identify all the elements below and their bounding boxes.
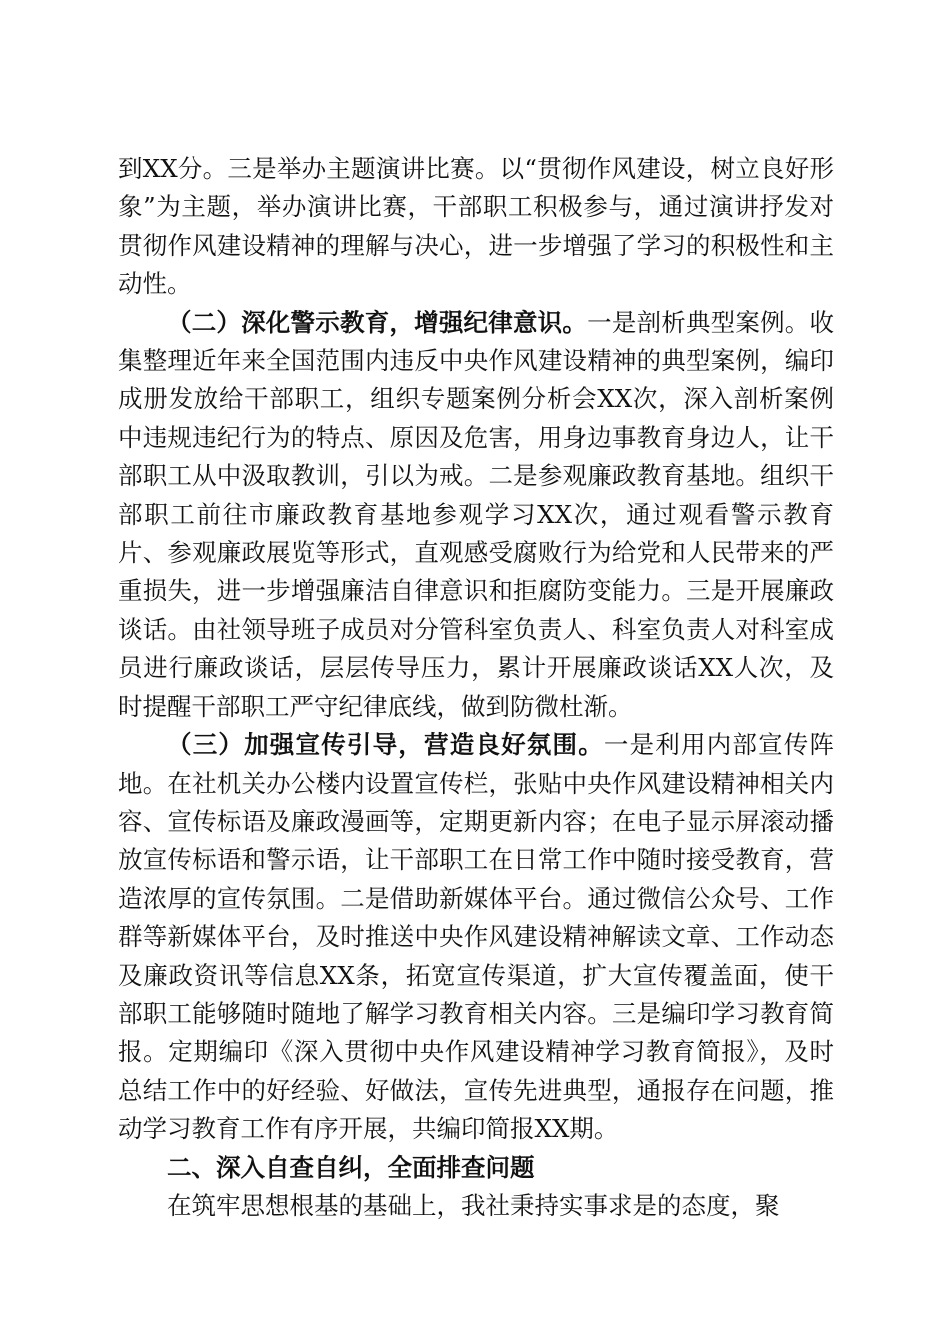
paragraph-continuation: 到XX分。三是举办主题演讲比赛。以“贯彻作风建设，树立良好形象”为主题，举办演讲比赛，干部职工积极参与，通过演讲抒发对贯彻作风建设精神的理解与决心，进一步增强了学习的积极性和主动性。 — [118, 154, 834, 299]
section-2-heading: （二）深化警示教育，增强纪律意识。 — [167, 307, 588, 337]
section-3-body: 一是利用内部宣传阵地。在社机关办公楼内设置宣传栏，张贴中央作风建设精神相关内容、宣传标语及廉政漫画等，定期更新内容；在电子显示屏滚动播放宣传标语和警示语，让干部职工在日常工作中随时接受教育，营造浓厚的宣传氛围。二是借助新媒体平台。通过微信公众号、工作群等新媒体平台，及时推送中央作风建设精神解读文章、工作动态及廉政资讯等信息XX条，拓宽宣传渠道，扩大宣传覆盖面，使干部职工能够随时随地了解学习教育相关内容。三是编印学习教育简报。定期编印《深入贯彻中央作风建设精神学习教育简报》，及时总结工作中的好经验、好做法，宣传先进典型，通报存在问题，推动学习教育工作有序开展，共编印简报XX期。 — [118, 730, 835, 1144]
part-2-intro-paragraph: 在筑牢思想根基的基础上，我社秉持实事求是的态度，聚 — [167, 1190, 780, 1220]
section-3-heading: （三）加强宣传引导，营造良好氛围。 — [167, 730, 604, 760]
section-3-paragraph — [118, 726, 834, 1148]
section-2-body: 一是剖析典型案例。收集整理近年来全国范围内违反中央作风建设精神的典型案例，编印成册发放给干部职工，组织专题案例分析会XX次，深入剖析案例中违规违纪行为的特点、原因及危害，用身边事教育身边人，让干部职工从中汲取教训，引以为戒。二是参观廉政教育基地。组织干部职工前往市廉政教育基地参观学习XX次，通过观看警示教育片、参观廉政展览等形式，直观感受腐败行为给党和人民带来的严重损失，进一步增强廉洁自律意识和拒腐防变能力。三是开展廉政谈话。由社领导班子成员对分管科室负责人、科室负责人对科室成员进行廉政谈话，层层传导压力，累计开展廉政谈话XX人次，及时提醒干部职工严守纪律底线，做到防微杜渐。 — [118, 307, 835, 721]
part-2-heading: 二、深入自查自纠，全面排查问题 — [167, 1152, 535, 1182]
document-body — [118, 150, 834, 1225]
section-2-paragraph — [118, 304, 834, 726]
